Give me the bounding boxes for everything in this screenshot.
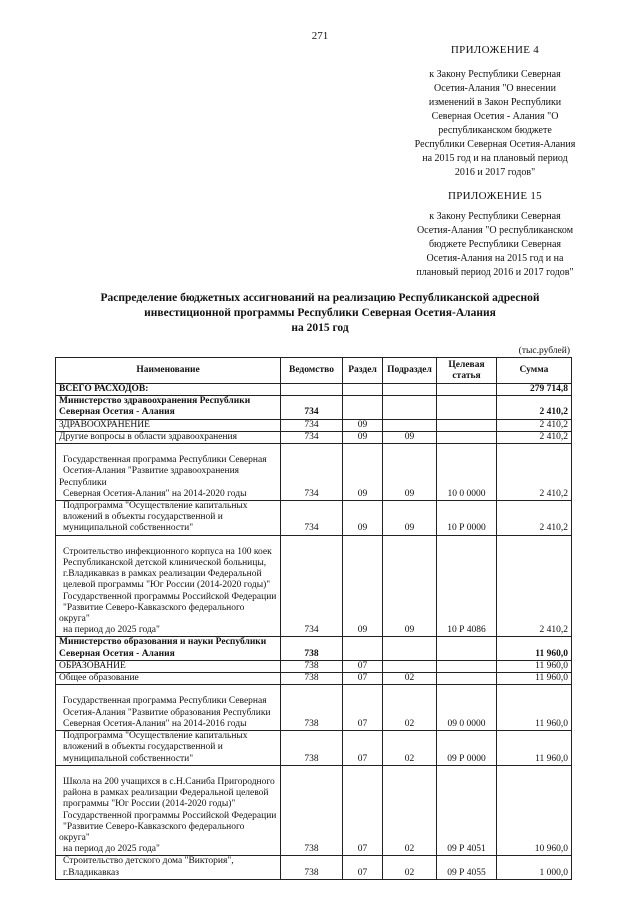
cell-name-line xyxy=(59,766,277,777)
appendix-15-line: к Закону Республики Северная xyxy=(429,211,561,222)
table-row xyxy=(56,384,572,396)
cell-department: 738 xyxy=(281,685,343,731)
cell-department: 738 xyxy=(281,673,343,685)
appendix-4-line: Республики Северная Осетия-Алания xyxy=(414,139,576,150)
cell-target xyxy=(437,419,497,431)
appendix-4-line: 2016 и 2017 годов" xyxy=(454,167,536,178)
cell-name-line: ОБРАЗОВАНИЕ xyxy=(59,660,126,671)
cell-target: 10 Р 4086 xyxy=(437,535,497,637)
cell-name-line: Осетия-Алания "Развитие образования Республики xyxy=(63,707,271,718)
cell-name-line xyxy=(59,685,277,696)
cell-target: 09 0 0000 xyxy=(437,685,497,731)
document-title-line: Распределение бюджетных ассигнований на реализацию Республиканской адресной xyxy=(100,292,540,304)
table-row xyxy=(56,685,572,731)
document-title-line: инвестиционной программы Республики Северная Осетия-Алания xyxy=(144,307,496,319)
cell-department: 734 xyxy=(281,501,343,536)
cell-department: 738 xyxy=(281,765,343,856)
cell-target: 09 Р 4051 xyxy=(437,765,497,856)
cell-department: 734 xyxy=(281,396,343,419)
cell-department: 738 xyxy=(281,637,343,660)
cell-name-line: Государственной программы Российской Федерации xyxy=(63,591,277,602)
cell-section: 09 xyxy=(343,444,383,501)
table-row xyxy=(56,444,572,501)
cell-target xyxy=(437,637,497,660)
cell-name-line: на период до 2025 года" xyxy=(63,625,160,636)
cell-subsection: 02 xyxy=(383,731,437,766)
cell-name-line: программы "Юг России (2014-2020 годы)" xyxy=(63,799,236,810)
cell-name-line: вложений в объекты государственной и xyxy=(63,742,223,753)
cell-name xyxy=(56,673,281,685)
cell-name-line: Министерство здравоохранения Республики xyxy=(59,396,251,407)
cell-name-line: Республиканской детской клинической больницы, xyxy=(63,558,267,569)
appendix-15-line: Осетия-Алания на 2015 год и на xyxy=(426,253,564,264)
cell-subsection: 09 xyxy=(383,501,437,536)
table-body xyxy=(56,384,572,880)
cell-name xyxy=(56,384,281,396)
cell-target xyxy=(437,673,497,685)
cell-subsection xyxy=(383,419,437,431)
appendix-15-line: плановый период 2016 и 2017 годов" xyxy=(416,267,574,278)
cell-name xyxy=(56,637,281,660)
budget-table xyxy=(55,357,572,880)
appendix-4-title: ПРИЛОЖЕНИЕ 4 xyxy=(450,44,540,56)
cell-section xyxy=(343,637,383,660)
table-row xyxy=(56,419,572,431)
header-department: Ведомство xyxy=(281,358,343,384)
cell-amount: 1 000,0 xyxy=(497,856,572,879)
cell-section xyxy=(343,384,383,396)
cell-amount: 2 410,2 xyxy=(497,501,572,536)
cell-name xyxy=(56,501,281,536)
appendix-4-line: Северная Осетия - Алания "О xyxy=(431,111,559,122)
table-row xyxy=(56,673,572,685)
cell-target: 09 Р 0000 xyxy=(437,731,497,766)
cell-name xyxy=(56,431,281,443)
cell-name-line: Северная Осетия - Алания xyxy=(59,648,175,659)
appendix-4-line: на 2015 год и на плановый период xyxy=(422,153,568,164)
cell-name-line: Северная Осетия-Алания" на 2014-2016 годы xyxy=(63,718,247,729)
header-target: Целевая статья xyxy=(437,358,497,384)
cell-name-line: Подпрограмма "Осуществление капитальных xyxy=(63,501,248,512)
cell-name-line: Северная Осетия-Алания" на 2014-2020 годы xyxy=(63,488,247,499)
document-title-line: на 2015 год xyxy=(291,322,349,334)
cell-target: 09 Р 4055 xyxy=(437,856,497,879)
cell-amount: 2 410,2 xyxy=(497,444,572,501)
cell-name-line: Общее образование xyxy=(59,673,139,684)
cell-amount: 11 960,0 xyxy=(497,660,572,672)
cell-subsection: 09 xyxy=(383,535,437,637)
cell-name-line: Строительство детского дома "Виктория", xyxy=(63,856,234,867)
cell-amount: 2 410,2 xyxy=(497,419,572,431)
cell-subsection xyxy=(383,384,437,396)
cell-name-line: Строительство инфекционного корпуса на 100 коек xyxy=(63,546,272,557)
cell-amount: 11 960,0 xyxy=(497,673,572,685)
document-title xyxy=(80,291,560,336)
cell-name-line: Школа на 200 учащихся в с.Н.Саниба Пригородного xyxy=(63,776,275,787)
header-name: Наименование xyxy=(56,358,281,384)
cell-name-line: муниципальной собственности" xyxy=(63,523,194,534)
table-row xyxy=(56,765,572,856)
cell-amount: 11 960,0 xyxy=(497,731,572,766)
appendix-15-title: ПРИЛОЖЕНИЕ 15 xyxy=(448,190,542,202)
cell-name xyxy=(56,419,281,431)
page-number: 271 xyxy=(311,30,329,42)
units-label: (тыс.рублей) xyxy=(518,346,570,356)
cell-section: 07 xyxy=(343,765,383,856)
cell-subsection: 02 xyxy=(383,765,437,856)
table-header-row xyxy=(56,358,572,384)
cell-section xyxy=(343,396,383,419)
cell-section: 07 xyxy=(343,856,383,879)
cell-name-line: Государственная программа Республики Северная xyxy=(63,455,267,466)
cell-subsection xyxy=(383,396,437,419)
cell-name xyxy=(56,444,281,501)
cell-department: 738 xyxy=(281,731,343,766)
cell-amount: 2 410,2 xyxy=(497,535,572,637)
cell-amount: 279 714,8 xyxy=(497,384,572,396)
cell-name-line: ВСЕГО РАСХОДОВ: xyxy=(59,384,149,394)
appendix-4-line: изменений в Закон Республики xyxy=(428,97,562,108)
table-row xyxy=(56,637,572,660)
cell-name xyxy=(56,765,281,856)
cell-name-line: Министерство образования и науки Республики xyxy=(59,637,267,648)
cell-amount: 2 410,2 xyxy=(497,431,572,443)
cell-name-line xyxy=(59,536,277,547)
table-row xyxy=(56,856,572,879)
cell-target xyxy=(437,396,497,419)
cell-name xyxy=(56,396,281,419)
cell-name-line xyxy=(59,444,277,455)
table-row xyxy=(56,431,572,443)
cell-department: 734 xyxy=(281,535,343,637)
appendix-4-line: Осетия-Алания "О внесении xyxy=(434,83,556,94)
cell-name-line: Государственной программы Российской Федерации xyxy=(63,810,277,821)
cell-name-line: Государственная программа Республики Северная xyxy=(63,696,267,707)
cell-target xyxy=(437,431,497,443)
cell-section: 09 xyxy=(343,535,383,637)
cell-name-line: "Развитие Северо-Кавказского федерального округа" xyxy=(59,821,245,843)
cell-target: 10 0 0000 xyxy=(437,444,497,501)
cell-name-line: района в рамках реализации Федеральной целевой xyxy=(63,788,269,799)
cell-name-line: г.Владикавказ в рамках реализации Федеральной xyxy=(63,569,262,580)
cell-name-line: Осетия-Алания "Развитие здравоохранения Республики xyxy=(59,466,240,488)
appendix-4-line: республиканском бюджете xyxy=(438,125,552,136)
appendix-4-line: к Закону Республики Северная xyxy=(429,69,561,80)
cell-name-line: Другие вопросы в области здравоохранения xyxy=(59,431,238,442)
cell-department: 738 xyxy=(281,660,343,672)
cell-name-line: г.Владикавказ xyxy=(63,867,120,878)
cell-name xyxy=(56,856,281,879)
cell-amount: 11 960,0 xyxy=(497,685,572,731)
cell-subsection: 02 xyxy=(383,673,437,685)
appendix-15-line: Осетия-Алания "О республиканском xyxy=(416,225,574,236)
cell-name-line: Подпрограмма "Осуществление капитальных xyxy=(63,731,248,742)
cell-section: 07 xyxy=(343,731,383,766)
appendix-15-text xyxy=(395,210,595,280)
cell-name-line: муниципальной собственности" xyxy=(63,753,194,764)
cell-subsection: 02 xyxy=(383,685,437,731)
table-row xyxy=(56,535,572,637)
header-section: Раздел xyxy=(343,358,383,384)
cell-section: 07 xyxy=(343,685,383,731)
cell-section: 09 xyxy=(343,501,383,536)
cell-name-line: Северная Осетия - Алания xyxy=(59,407,175,418)
header-subsection: Подраздел xyxy=(383,358,437,384)
cell-department: 738 xyxy=(281,856,343,879)
cell-amount: 2 410,2 xyxy=(497,396,572,419)
cell-subsection xyxy=(383,660,437,672)
cell-subsection: 09 xyxy=(383,431,437,443)
cell-section: 09 xyxy=(343,431,383,443)
table-row xyxy=(56,731,572,766)
cell-section: 07 xyxy=(343,660,383,672)
cell-subsection xyxy=(383,637,437,660)
table-row xyxy=(56,501,572,536)
cell-name-line: "Развитие Северо-Кавказского федерального округа" xyxy=(59,602,245,625)
header-amount: Сумма xyxy=(497,358,572,384)
cell-name xyxy=(56,731,281,766)
cell-name-line: вложений в объекты государственной и xyxy=(63,512,223,523)
cell-target xyxy=(437,384,497,396)
cell-name-line: на период до 2025 года" xyxy=(63,844,160,855)
cell-name-line: ЗДРАВООХРАНЕНИЕ xyxy=(59,419,150,430)
cell-section: 09 xyxy=(343,419,383,431)
cell-department: 734 xyxy=(281,431,343,443)
table-row xyxy=(56,660,572,672)
cell-department: 734 xyxy=(281,419,343,431)
cell-name xyxy=(56,535,281,637)
cell-amount: 10 960,0 xyxy=(497,765,572,856)
cell-subsection: 09 xyxy=(383,444,437,501)
cell-target: 10 Р 0000 xyxy=(437,501,497,536)
appendix-4-text xyxy=(395,68,595,180)
cell-subsection: 02 xyxy=(383,856,437,879)
table-row xyxy=(56,396,572,419)
cell-target xyxy=(437,660,497,672)
appendix-15-line: бюджете Республики Северная xyxy=(428,239,562,250)
cell-name xyxy=(56,685,281,731)
cell-name-line: целевой программы "Юг России (2014-2020 годы)" xyxy=(63,580,271,591)
cell-section: 07 xyxy=(343,673,383,685)
cell-amount: 11 960,0 xyxy=(497,637,572,660)
cell-department: 734 xyxy=(281,444,343,501)
cell-name xyxy=(56,660,281,672)
cell-department xyxy=(281,384,343,396)
